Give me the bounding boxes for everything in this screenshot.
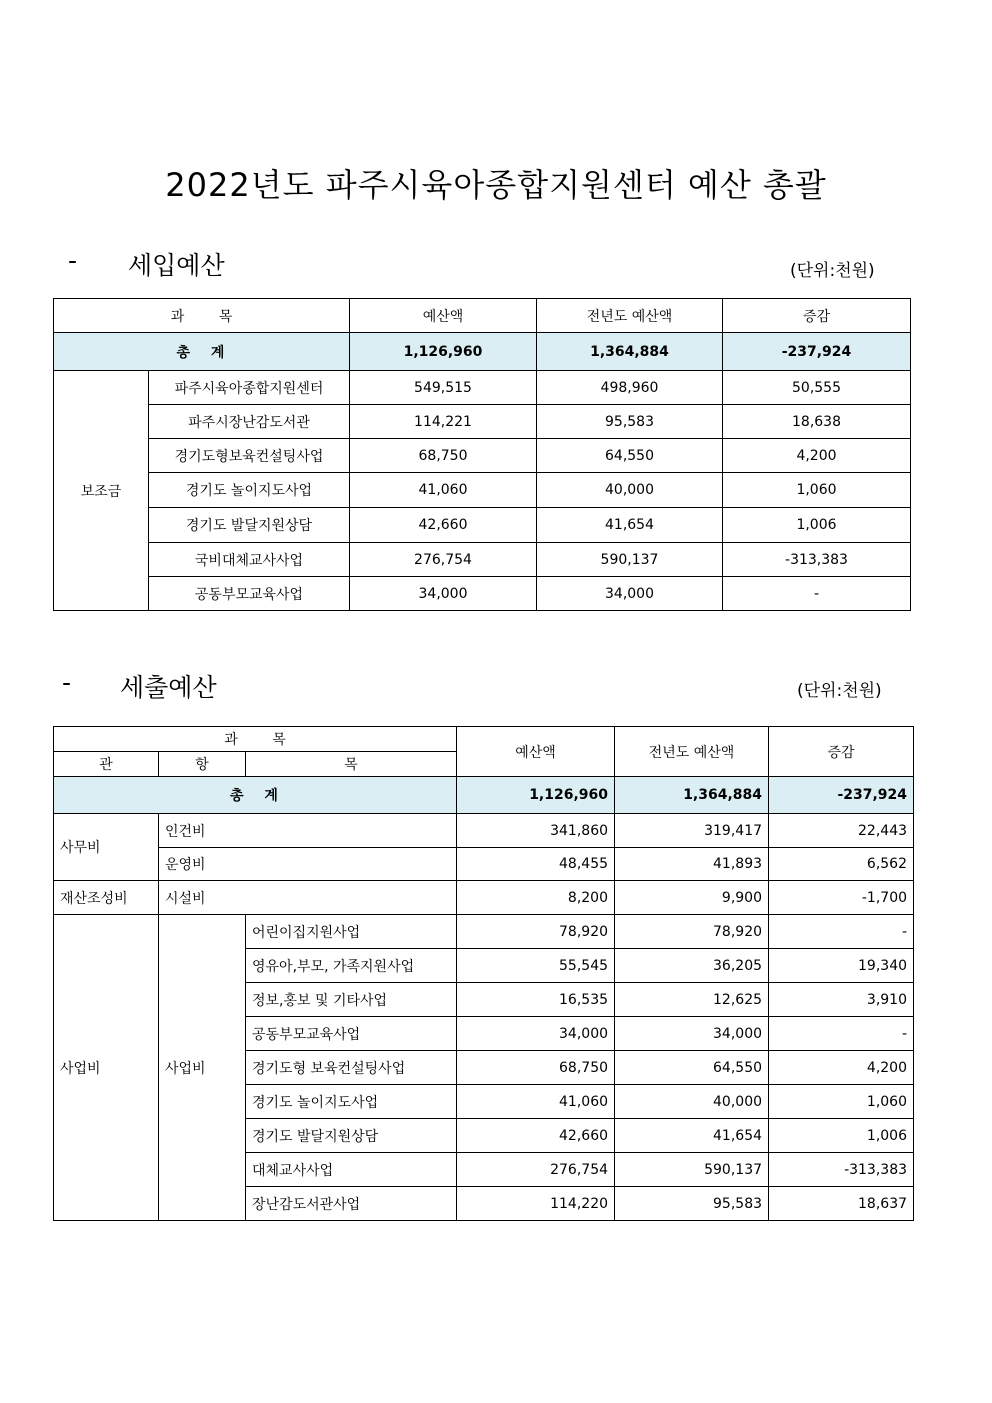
expense-diff: 4,200: [769, 1051, 914, 1085]
revenue-table: [53, 298, 911, 611]
revenue-total-label: 총 계: [54, 333, 350, 371]
expense-budget: 48,455: [457, 848, 615, 881]
expense-heading: 세출예산: [120, 673, 217, 702]
expense-prev: 78,920: [615, 915, 769, 949]
expense-prev: 36,205: [615, 949, 769, 983]
revenue-heading: 세입예산: [128, 251, 225, 280]
expense-prev: 40,000: [615, 1085, 769, 1119]
revenue-row-prev: 64,550: [537, 439, 723, 473]
revenue-row-prev: 40,000: [537, 473, 723, 508]
expense-header-diff: 증감: [769, 727, 914, 777]
table-row: [54, 371, 911, 405]
expense-budget: 114,220: [457, 1187, 615, 1221]
revenue-row-prev: 41,654: [537, 508, 723, 543]
expense-gwan-office: 사무비: [54, 814, 159, 881]
expense-dash: -: [62, 668, 72, 697]
expense-mok: 정보,홍보 및 기타사업: [246, 983, 457, 1017]
expense-diff: 6,562: [769, 848, 914, 881]
expense-diff: 19,340: [769, 949, 914, 983]
revenue-row-budget: 68,750: [350, 439, 537, 473]
revenue-row-name: 경기도 놀이지도사업: [149, 473, 350, 508]
expense-prev: 9,900: [615, 881, 769, 915]
revenue-header-row: [54, 299, 911, 333]
revenue-header-budget: 예산액: [350, 299, 537, 333]
expense-mok: 경기도 발달지원상담: [246, 1119, 457, 1153]
expense-budget: 42,660: [457, 1119, 615, 1153]
revenue-total-prev: 1,364,884: [537, 333, 723, 371]
expense-unit: (단위:천원): [797, 681, 882, 701]
expense-budget: 68,750: [457, 1051, 615, 1085]
page-title: 2022년도 파주시육아종합지원센터 예산 총괄: [165, 166, 827, 204]
expense-budget: 8,200: [457, 881, 615, 915]
expense-mok: 공동부모교육사업: [246, 1017, 457, 1051]
revenue-row-diff: -: [723, 577, 911, 611]
table-row: [54, 405, 911, 439]
revenue-row-budget: 41,060: [350, 473, 537, 508]
expense-total-diff: -237,924: [769, 777, 914, 814]
expense-header-mok: 목: [246, 752, 457, 777]
expense-diff: -: [769, 915, 914, 949]
expense-header-subject: 과 목: [54, 727, 457, 752]
expense-total-row: [54, 777, 914, 814]
table-row: [54, 543, 911, 577]
table-row: [54, 508, 911, 543]
expense-budget: 55,545: [457, 949, 615, 983]
expense-hang-business: 사업비: [159, 915, 246, 1221]
expense-diff: -: [769, 1017, 914, 1051]
revenue-row-name: 파주시육아종합지원센터: [149, 371, 350, 405]
revenue-row-name: 경기도형보육컨설팅사업: [149, 439, 350, 473]
revenue-header-prev: 전년도 예산액: [537, 299, 723, 333]
revenue-group-label: 보조금: [54, 371, 149, 611]
revenue-row-budget: 276,754: [350, 543, 537, 577]
expense-diff: 3,910: [769, 983, 914, 1017]
expense-gwan-property: 재산조성비: [54, 881, 159, 915]
revenue-row-diff: 1,060: [723, 473, 911, 508]
expense-prev: 12,625: [615, 983, 769, 1017]
expense-budget: 16,535: [457, 983, 615, 1017]
expense-header-gwan: 관: [54, 752, 159, 777]
revenue-row-name: 파주시장난감도서관: [149, 405, 350, 439]
revenue-row-diff: 18,638: [723, 405, 911, 439]
table-row: [54, 473, 911, 508]
expense-diff: 22,443: [769, 814, 914, 848]
revenue-header-subject: 과 목: [54, 299, 350, 333]
expense-prev: 95,583: [615, 1187, 769, 1221]
expense-total-budget: 1,126,960: [457, 777, 615, 814]
expense-prev: 590,137: [615, 1153, 769, 1187]
table-row: [54, 577, 911, 611]
expense-prev: 41,893: [615, 848, 769, 881]
revenue-row-name: 공동부모교육사업: [149, 577, 350, 611]
expense-hang: 인건비: [159, 814, 457, 848]
expense-prev: 319,417: [615, 814, 769, 848]
table-row: [54, 881, 914, 915]
expense-diff: 18,637: [769, 1187, 914, 1221]
expense-total-label: 총 계: [54, 777, 457, 814]
expense-diff: -1,700: [769, 881, 914, 915]
expense-header-budget: 예산액: [457, 727, 615, 777]
expense-prev: 64,550: [615, 1051, 769, 1085]
revenue-total-row: [54, 333, 911, 371]
expense-budget: 34,000: [457, 1017, 615, 1051]
expense-diff: -313,383: [769, 1153, 914, 1187]
expense-table: [53, 726, 914, 1221]
expense-mok: 경기도 놀이지도사업: [246, 1085, 457, 1119]
expense-mok: 경기도형 보육컨설팅사업: [246, 1051, 457, 1085]
table-row: [54, 814, 914, 848]
revenue-row-budget: 34,000: [350, 577, 537, 611]
revenue-row-name: 국비대체교사사업: [149, 543, 350, 577]
expense-mok: 장난감도서관사업: [246, 1187, 457, 1221]
expense-prev: 41,654: [615, 1119, 769, 1153]
revenue-row-prev: 34,000: [537, 577, 723, 611]
expense-header-prev: 전년도 예산액: [615, 727, 769, 777]
expense-hang: 시설비: [159, 881, 457, 915]
revenue-total-diff: -237,924: [723, 333, 911, 371]
revenue-row-prev: 498,960: [537, 371, 723, 405]
revenue-row-prev: 95,583: [537, 405, 723, 439]
expense-mok: 대체교사사업: [246, 1153, 457, 1187]
revenue-row-name: 경기도 발달지원상담: [149, 508, 350, 543]
revenue-unit: (단위:천원): [790, 261, 875, 281]
expense-gwan-business: 사업비: [54, 915, 159, 1221]
revenue-row-budget: 42,660: [350, 508, 537, 543]
revenue-row-diff: 1,006: [723, 508, 911, 543]
revenue-total-budget: 1,126,960: [350, 333, 537, 371]
expense-budget: 276,754: [457, 1153, 615, 1187]
table-row: [54, 439, 911, 473]
revenue-row-prev: 590,137: [537, 543, 723, 577]
revenue-row-diff: 4,200: [723, 439, 911, 473]
expense-header-row: [54, 727, 914, 752]
expense-budget: 78,920: [457, 915, 615, 949]
expense-mok: 영유아,부모, 가족지원사업: [246, 949, 457, 983]
revenue-row-diff: -313,383: [723, 543, 911, 577]
expense-budget: 41,060: [457, 1085, 615, 1119]
revenue-row-diff: 50,555: [723, 371, 911, 405]
expense-budget: 341,860: [457, 814, 615, 848]
expense-total-prev: 1,364,884: [615, 777, 769, 814]
revenue-row-budget: 114,221: [350, 405, 537, 439]
revenue-header-diff: 증감: [723, 299, 911, 333]
expense-header-hang: 항: [159, 752, 246, 777]
expense-diff: 1,060: [769, 1085, 914, 1119]
expense-mok: 어린이집지원사업: [246, 915, 457, 949]
table-row: [54, 915, 914, 949]
expense-prev: 34,000: [615, 1017, 769, 1051]
expense-diff: 1,006: [769, 1119, 914, 1153]
revenue-row-budget: 549,515: [350, 371, 537, 405]
expense-hang: 운영비: [159, 848, 457, 881]
revenue-dash: -: [68, 246, 78, 275]
table-row: [54, 848, 914, 881]
